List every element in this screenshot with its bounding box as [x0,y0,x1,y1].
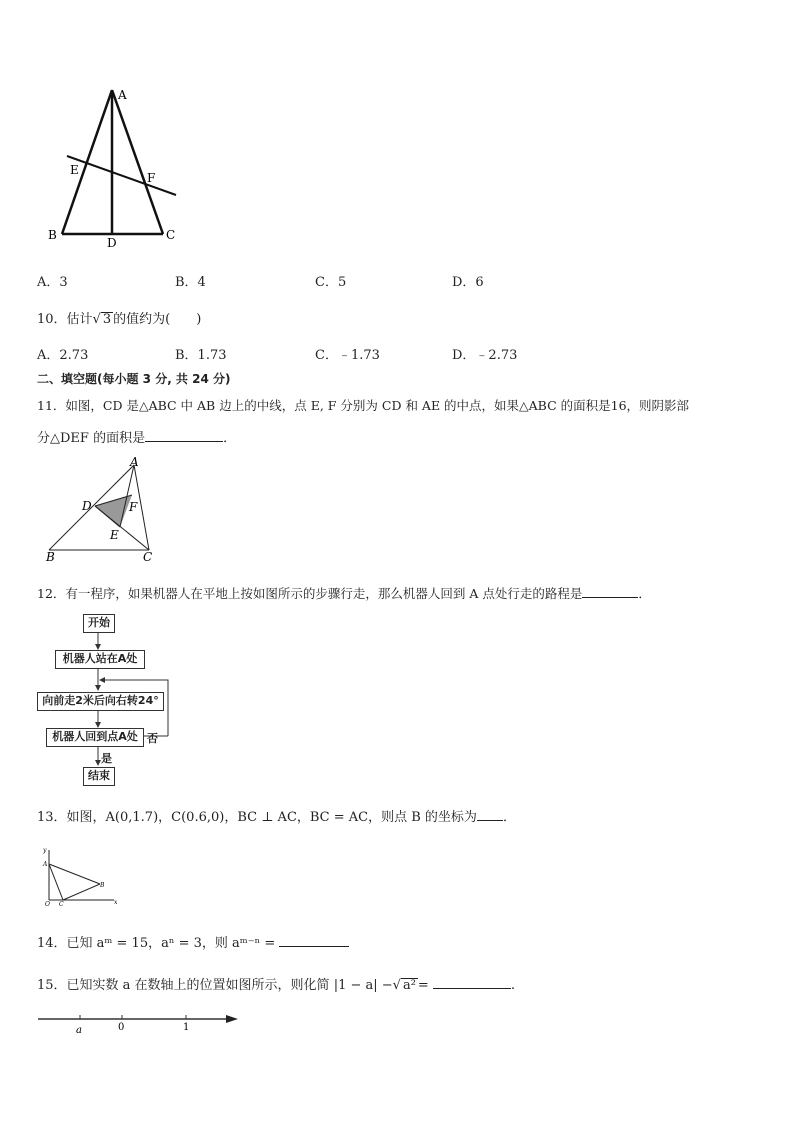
q13-question [37,806,516,825]
q12-question [37,584,651,602]
q13-label-C: C [59,901,64,906]
q9-option-c: C．5 [315,275,347,290]
q9-label-D: D [107,236,117,250]
q11-label-A: A [130,455,139,469]
q13-label-B: B [100,882,105,889]
q10-option-c: C．﹣1.73 [315,348,380,363]
q11-answer-blank[interactable] [145,429,223,442]
q10-prefix: 10．估计 [37,312,93,327]
q14-answer-blank[interactable] [279,934,349,947]
q13-end: ． [502,810,516,825]
q9-option-b: B．4 [175,275,206,290]
q11-label-E: E [110,528,119,542]
q9-option-a: A．3 [37,275,68,290]
flowchart-decision: 机器人回到点A处 [46,728,144,747]
q13-label-A: A [43,861,48,868]
q10-option-d: D．﹣2.73 [452,348,518,363]
q11-label-D: D [82,499,92,513]
flowchart-start: 开始 [83,614,115,633]
q15-axis-label-one: 1 [183,1022,190,1033]
q14-question [37,932,349,951]
q10-radicand: 3 [102,312,112,327]
q15-suffix: = [417,978,429,993]
q11-triangle-figure [44,455,174,565]
q9-triangle-figure [40,82,190,252]
flowchart-yes-label: 是 [101,752,112,765]
q9-label-C: C [166,228,176,242]
q11-label-C: C [143,550,153,564]
q11-line2-text: 分△DEF 的面积是 [37,431,146,446]
q15-question [37,974,515,993]
q13-coordinate-figure [40,844,120,906]
q9-label-E: E [70,163,79,177]
flowchart-step-walk: 向前走2米后向右转24° [37,692,164,711]
q13-answer-blank[interactable] [477,808,503,821]
q10-option-a: A．2.73 [37,348,89,363]
flowchart-end: 结束 [83,767,115,786]
q9-label-F: F [147,171,156,185]
q12-end: ． [638,586,651,601]
q15-prefix: 15．已知实数 a 在数轴上的位置如图所示，则化简 |1 − a| − [37,978,393,993]
q13-text: 13．如图，A(0,1.7)，C(0.6,0)，BC ⊥ AC，BC = AC，则点 B 的坐标为 [37,810,477,825]
q11-line1: 11．如图，CD 是△ABC 中 AB 边上的中线，点 E, F 分别为 CD 和 AE 的中点，如果△ABC 的面积是16，则阴影部 [37,398,690,413]
q10-option-b: B．1.73 [175,348,227,363]
q15-axis-label-zero: 0 [118,1022,125,1033]
flowchart-step-stand: 机器人站在A处 [55,650,145,669]
q9-label-B: B [48,228,57,242]
q15-number-line [36,1008,242,1038]
q13-label-y: y [43,847,47,854]
q11-label-F: F [129,500,138,514]
sqrt-icon: √ [392,978,401,993]
q10-question [37,308,201,327]
q15-end: . [510,978,515,993]
q10-suffix: 的值约为( ) [113,312,202,327]
q15-axis-label-a: a [76,1025,82,1036]
sqrt-icon: √ [92,312,101,327]
q12-text: 12．有一程序，如果机器人在平地上按如图所示的步骤行走，那么机器人回到 A 点处行走的路程是 [37,586,583,601]
q11-end: ． [223,431,237,446]
flowchart-no-label: 否 [147,732,158,745]
section-heading: 二、填空题(每小题 3 分, 共 24 分) [37,372,231,386]
q12-answer-blank[interactable] [582,585,638,598]
q13-label-O: O [45,901,50,906]
q13-label-x: x [114,899,118,906]
q11-label-B: B [46,550,55,564]
q15-answer-blank[interactable] [433,976,511,989]
q9-option-d: D．6 [452,275,484,290]
q11-line2 [37,427,236,446]
q9-label-A: A [118,88,127,102]
q15-radicand: a² [402,978,416,993]
q14-text: 14．已知 aᵐ = 15，aⁿ = 3，则 aᵐ⁻ⁿ = [37,936,276,951]
